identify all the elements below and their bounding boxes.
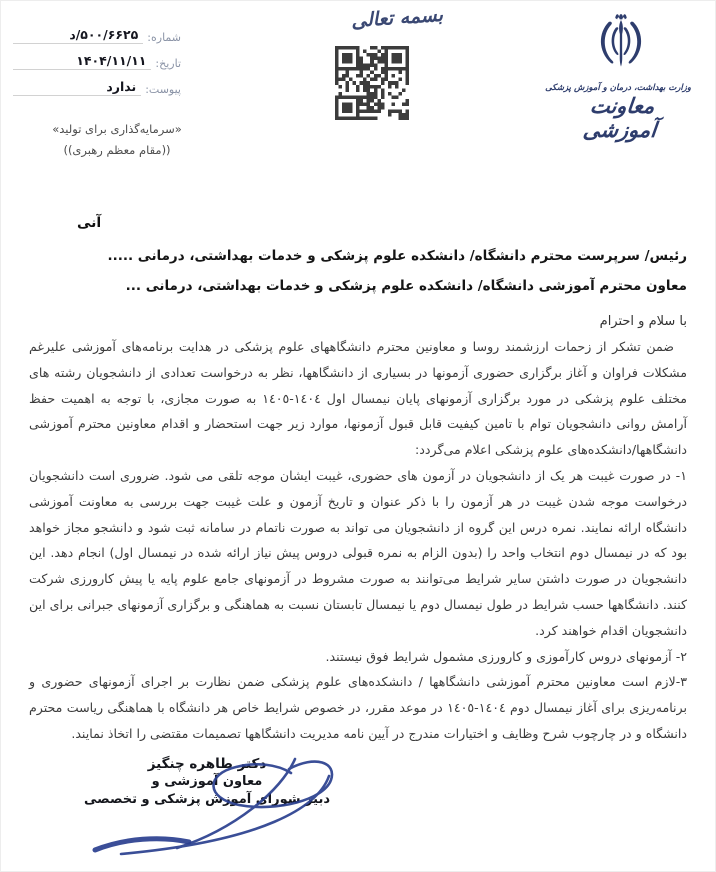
addressee-line-1: رئیس/ سرپرست محترم دانشگاه/ دانشکده علوم پزشکی و خدمات بهداشتی، درمانی ..... (107, 248, 687, 264)
signer-title-1: معاون آموزشی و (151, 774, 263, 789)
urgency-label: آنی (77, 215, 102, 231)
letter-meta (13, 27, 181, 105)
iran-emblem-icon (589, 9, 653, 77)
letter-content (29, 241, 687, 747)
signature-block (57, 755, 357, 809)
number-value: ۵۰۰/۶۶۲۵/د (69, 27, 139, 42)
number-line (13, 27, 143, 44)
deputy-name: معاونت آموزشی (581, 94, 658, 142)
date-value: ۱۴۰۴/۱۱/۱۱ (76, 53, 147, 68)
date-label: تاریخ: (155, 57, 181, 70)
year-slogan (27, 119, 207, 161)
signer-title-2: دبیر شورای آموزش پزشکی و تخصصی (83, 792, 330, 807)
attachment-line (13, 79, 141, 96)
meta-row-number (13, 27, 181, 44)
item-3-paragraph: ۳-لازم است معاونین محترم آموزشی دانشگاهها / دانشکده‌های علوم پزشکی ضمن نظارت بر اجرای آزمونهای حضوری و برنامه‌ریزی برای آغاز نیمسال دوم ١٤٠٤-١٤٠٥ در موعد مقرر، در خصوص شرایط خاص هر دانشگاه با هماهنگی ریاست محترم دانشگاه و در چارچوب شرح وظایف و اختیارات مندرج در آیین نامه مدیریت دانشگاهها تصمیمات مقتضی را اتخاذ نمایند. (29, 674, 687, 741)
item-1-paragraph: ۱- در صورت غیبت هر یک از دانشجویان در آزمون های حضوری، غیبت ایشان موجه تلقی می شود. ضروری است دانشجویان درخواست موجه شدن غیبت در هر آزمون را با ذکر عنوان و تاریخ آزمون و علت غیبت جهت بررسی به معاونت آموزشی دانشگاه ارائه نمایند. نمره درس این گروه از دانشجویان می تواند به صورت ناتمام در سامانه ثبت شود و دانشجو مجاز خواهد بود که در نیمسال دوم انتخاب واحد را (بدون الزام به نمره قبولی دروس پیش نیاز ارائه شده در نیمسال اول) انجام دهد. این دانشجویان در صورت داشتن سایر شرایط می‌توانند به صورت مشروط در آزمونهای جامع علوم پایه یا پیش کارورزی شرکت کنند. دانشگاهها حسب شرایط در طول نیمسال دوم یا نیمسال تابستان نسبت به هماهنگی و برگزاری آزمونهای جبرانی برای این دانشجویان اقدام خواهند کرد. (29, 467, 687, 638)
addressee-line-2: معاون محترم آموزشی دانشگاه/ دانشکده علوم پزشکی و خدمات بهداشتی، درمانی ... (125, 278, 687, 294)
meta-row-date (13, 53, 181, 70)
intro-paragraph: ضمن تشکر از زحمات ارزشمند روسا و معاونین محترم دانشگاههای علوم پزشکی در هدایت برنامه‌های آموزشی علیرغم مشکلات فراوان و آغاز برگزاری حضوری آزمونها در بسیاری از دانشگاهها، نظر به درخواست تعدادی از دانشجویان رشته های مختلف علوم پزشکی در مورد برگزاری آزمونهای پایان نیمسال اول ١٤٠٤-١٤٠٥ به صورت مجازی، با توجه به اهمیت حفظ آرامش روانی دانشجویان توام با تامین کیفیت قابل قبول آزمونها، موارد زیر جهت استحضار و اقدام معاونین محترم آموزشی دانشگاهها/دانشکده‌های علوم پزشکی اعلام می‌گردد: (29, 339, 687, 458)
slogan-line1: «سرمایه‌گذاری برای تولید» (52, 122, 182, 136)
item-2-paragraph: ۲- آزمونهای دروس کارآموزی و کارورزی مشمول شرایط فوق نیستند. (325, 648, 687, 664)
salutation: با سلام و احترام (599, 314, 687, 329)
letter-body (29, 334, 687, 747)
ministry-name: وزارت بهداشت، درمان و آموزش پزشکی (545, 83, 691, 93)
signer-name: دکتر طاهره چنگیز (147, 756, 267, 772)
bismillah-text: بسمه تعالی (350, 3, 444, 33)
qr-code (333, 46, 411, 120)
meta-row-attachment (13, 79, 181, 96)
attachment-value: ندارد (106, 79, 137, 94)
letterhead-emblem-block (545, 9, 691, 142)
date-line (13, 53, 151, 70)
attachment-label: پیوست: (145, 83, 181, 96)
slogan-line2: ((مقام معظم رهبری)) (63, 143, 171, 157)
number-label: شماره: (147, 31, 181, 44)
